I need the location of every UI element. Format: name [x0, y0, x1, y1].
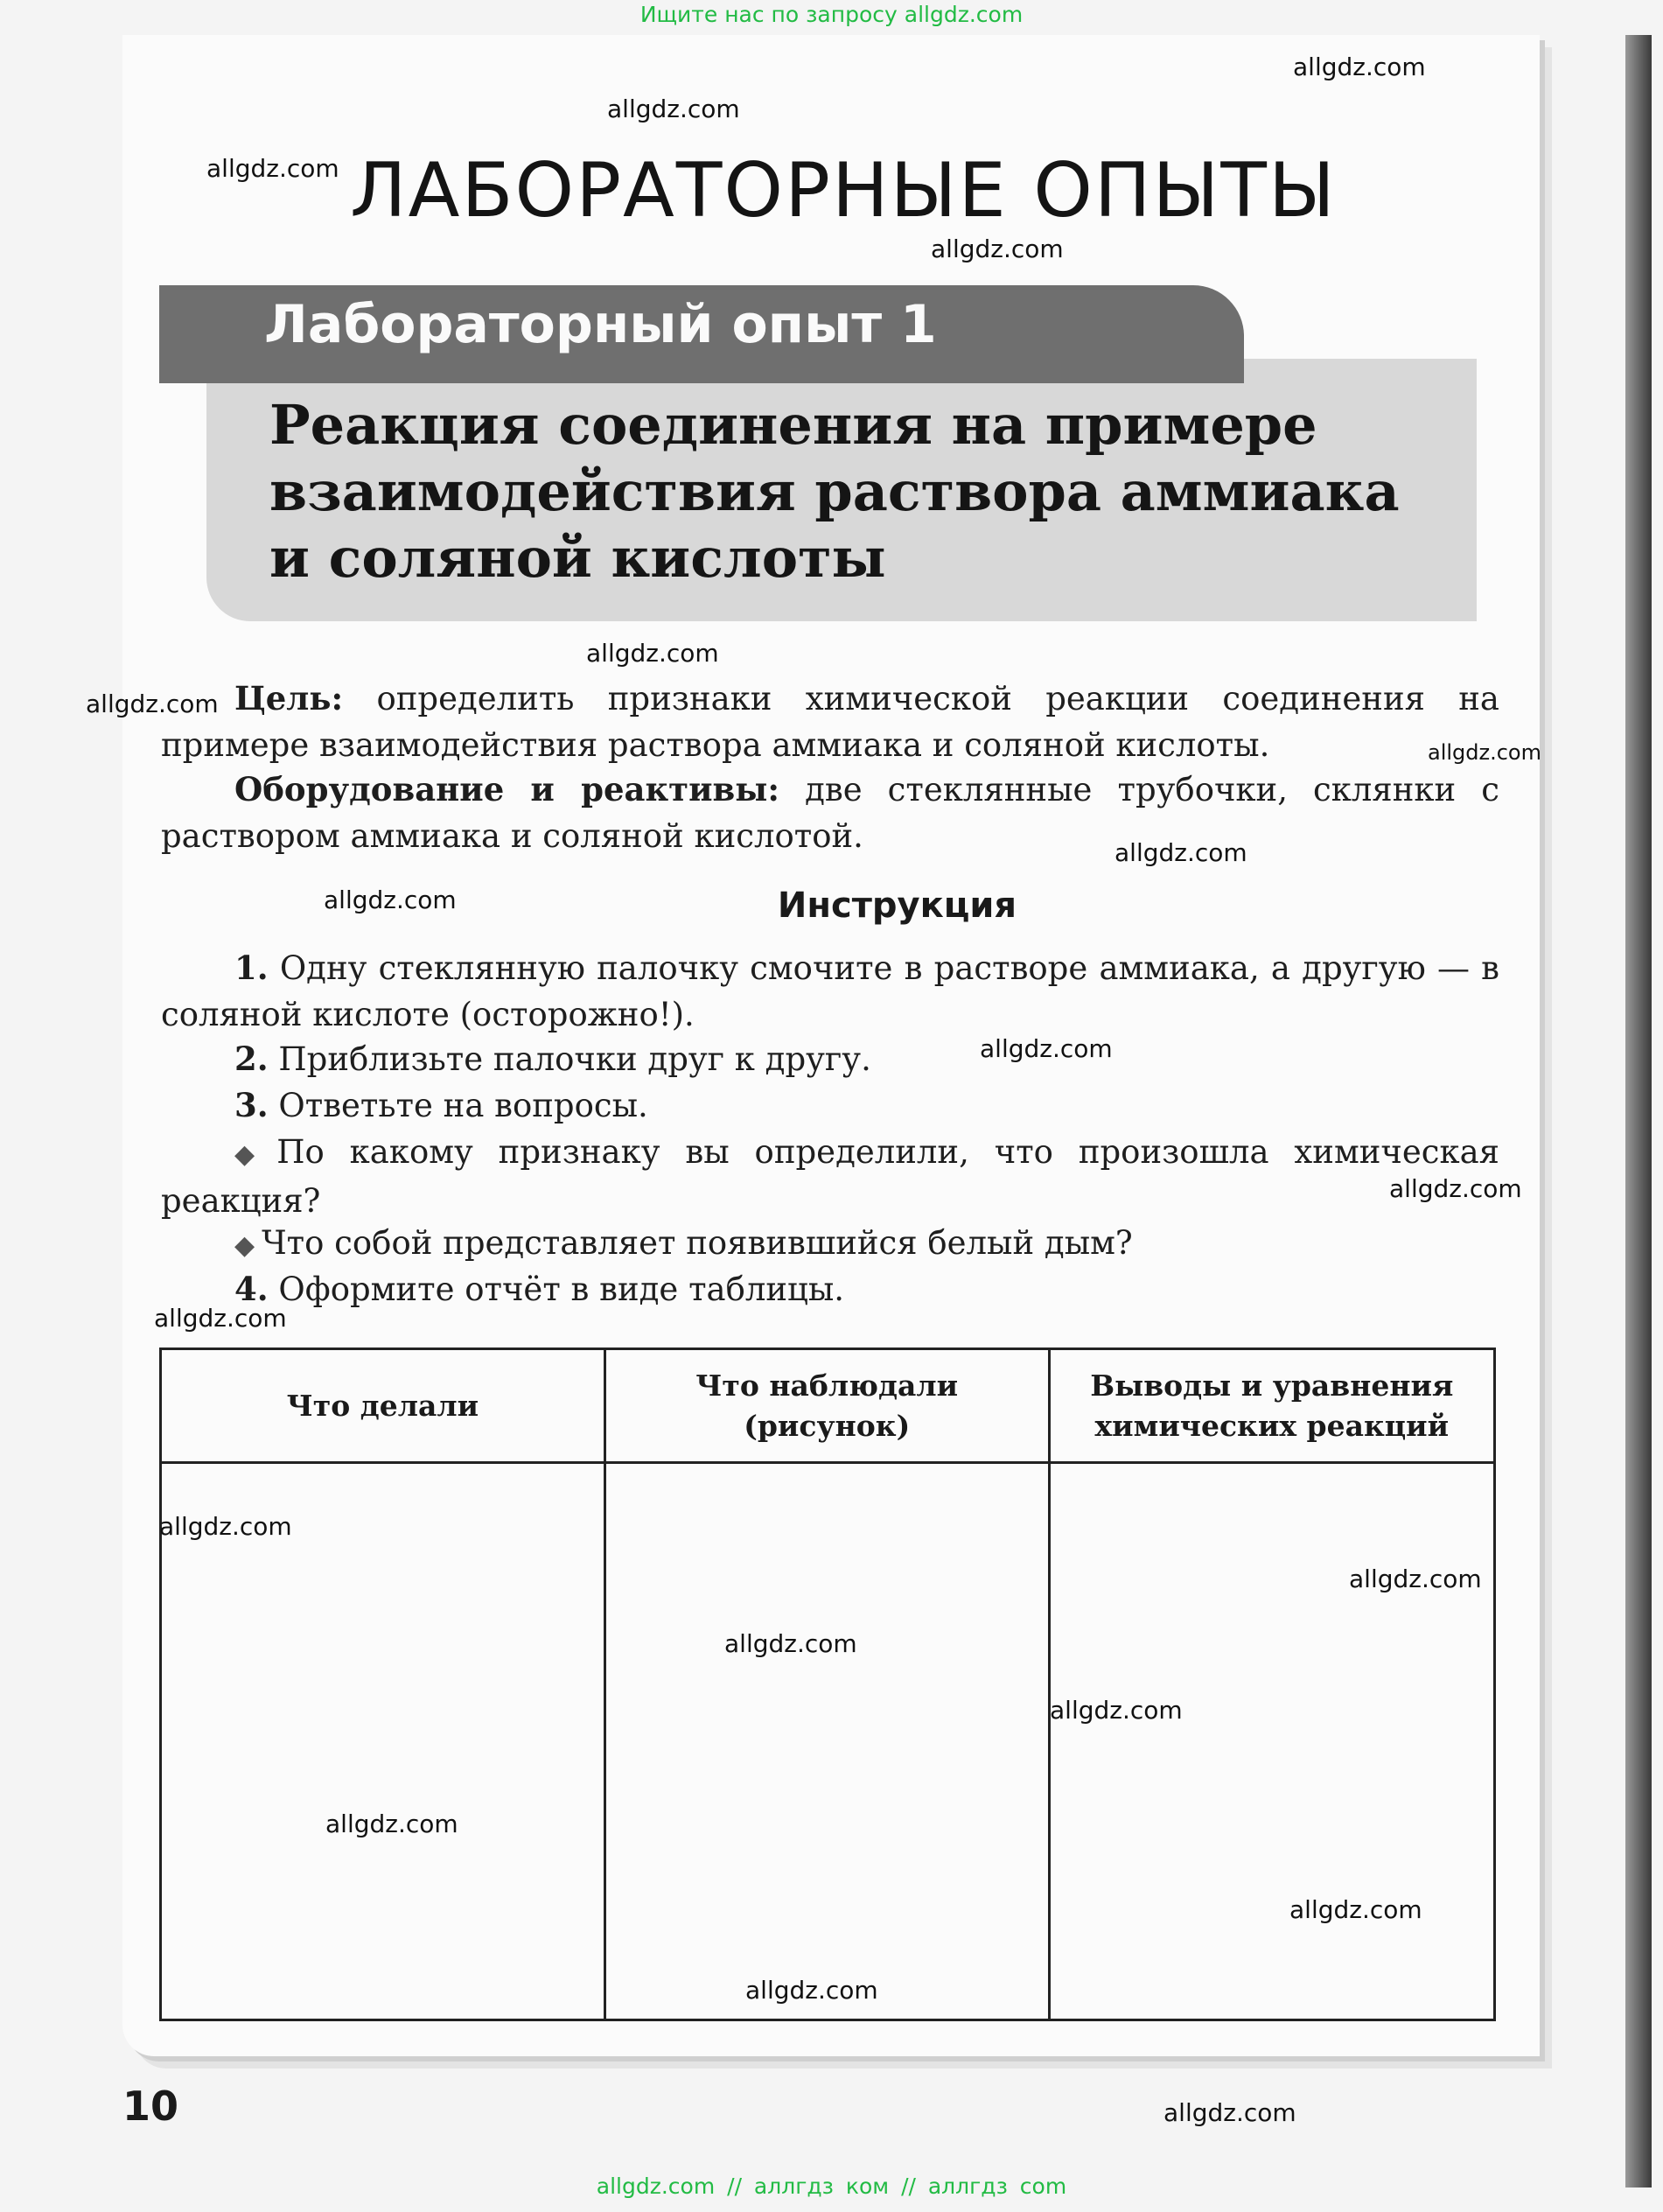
- step-number: 1.: [234, 948, 269, 987]
- lab-label-bar: [159, 285, 1244, 383]
- table-header: Что наблюдали (рисунок): [604, 1349, 1049, 1463]
- watermark[interactable]: allgdz.com: [86, 690, 219, 718]
- lab-title-line: Реакция соединения на примере: [269, 393, 1317, 457]
- equipment-text: две стеклянные трубочки, склянки с раствором аммиака и соляной кислотой.: [161, 771, 1499, 855]
- goal-label: Цель:: [234, 679, 344, 718]
- question-text: По какому признаку вы определили, что произошла химическая реакция?: [161, 1133, 1500, 1220]
- step-text: Одну стеклянную палочку смочите в растворе аммиака, а другую — в соляной кислоте (осторожно!).: [161, 949, 1499, 1033]
- watermark[interactable]: allgdz.com: [324, 886, 457, 914]
- goal-text: определить признаки химической реакции соединения на примере взаимодействия раствора аммиака и соляной кислоты.: [161, 680, 1499, 764]
- bottom-banner[interactable]: allgdz.com // аллгдз ком // аллгдз com: [596, 2174, 1067, 2199]
- lab-label: Лабораторный опыт 1: [264, 294, 937, 355]
- watermark[interactable]: allgdz.com: [724, 1629, 857, 1658]
- table-cell[interactable]: [1049, 1463, 1494, 2020]
- watermark[interactable]: allgdz.com: [980, 1034, 1113, 1063]
- table-row: [161, 1463, 1495, 2020]
- question-2: [161, 1220, 1499, 1269]
- watermark[interactable]: allgdz.com: [1050, 1696, 1183, 1725]
- table-cell[interactable]: [161, 1463, 605, 2020]
- table-header-row: [161, 1349, 1495, 1463]
- question-text: Что собой представляет появившийся белый дым?: [262, 1224, 1133, 1262]
- equipment-paragraph: [161, 766, 1499, 859]
- table-cell[interactable]: [604, 1463, 1049, 2020]
- watermark[interactable]: allgdz.com: [159, 1512, 292, 1541]
- equipment-label: Оборудование и реактивы:: [234, 770, 780, 808]
- watermark[interactable]: allgdz.com: [931, 234, 1064, 263]
- step-text: Ответьте на вопросы.: [268, 1087, 648, 1124]
- step-3: [161, 1082, 1499, 1129]
- watermark[interactable]: allgdz.com: [1293, 52, 1426, 81]
- step-text: Приблизьте палочки друг к другу.: [268, 1040, 871, 1078]
- watermark[interactable]: allgdz.com: [745, 1976, 878, 2005]
- table-header: Что делали: [161, 1349, 605, 1463]
- lab-title-line: и соляной кислоты: [269, 526, 886, 590]
- watermark[interactable]: allgdz.com: [1428, 740, 1541, 765]
- instruction-title: Инструкция: [777, 886, 1017, 926]
- step-number: 3.: [234, 1086, 269, 1124]
- section-heading: ЛАБОРАТОРНЫЕ ОПЫТЫ: [350, 147, 1337, 234]
- step-2: [161, 1036, 1499, 1082]
- watermark[interactable]: allgdz.com: [1114, 838, 1247, 867]
- step-number: 4.: [234, 1270, 269, 1308]
- watermark[interactable]: allgdz.com: [325, 1810, 458, 1838]
- lab-title-line: взаимодействия раствора аммиака: [269, 459, 1400, 523]
- watermark[interactable]: allgdz.com: [1163, 2098, 1296, 2127]
- watermark[interactable]: allgdz.com: [607, 94, 740, 123]
- question-1: [161, 1129, 1499, 1224]
- watermark[interactable]: allgdz.com: [206, 154, 339, 183]
- top-banner[interactable]: Ищите нас по запросу allgdz.com: [639, 2, 1024, 27]
- page-edge-shadow: [1625, 35, 1652, 2188]
- step-number: 2.: [234, 1040, 269, 1078]
- watermark[interactable]: allgdz.com: [1389, 1174, 1522, 1203]
- page-number: 10: [122, 2082, 179, 2130]
- watermark[interactable]: allgdz.com: [1349, 1564, 1482, 1593]
- step-text: Оформите отчёт в виде таблицы.: [268, 1270, 845, 1308]
- diamond-bullet-icon: ◆: [234, 1139, 270, 1170]
- step-4: [161, 1266, 1499, 1312]
- lab-title: [269, 392, 1512, 592]
- watermark[interactable]: allgdz.com: [1289, 1895, 1422, 1924]
- goal-paragraph: [161, 676, 1499, 768]
- table-header: Выводы и уравнения химических реакций: [1049, 1349, 1494, 1463]
- watermark[interactable]: allgdz.com: [586, 639, 719, 668]
- step-1: [161, 945, 1499, 1038]
- diamond-bullet-icon: ◆: [234, 1230, 255, 1261]
- watermark[interactable]: allgdz.com: [154, 1304, 287, 1333]
